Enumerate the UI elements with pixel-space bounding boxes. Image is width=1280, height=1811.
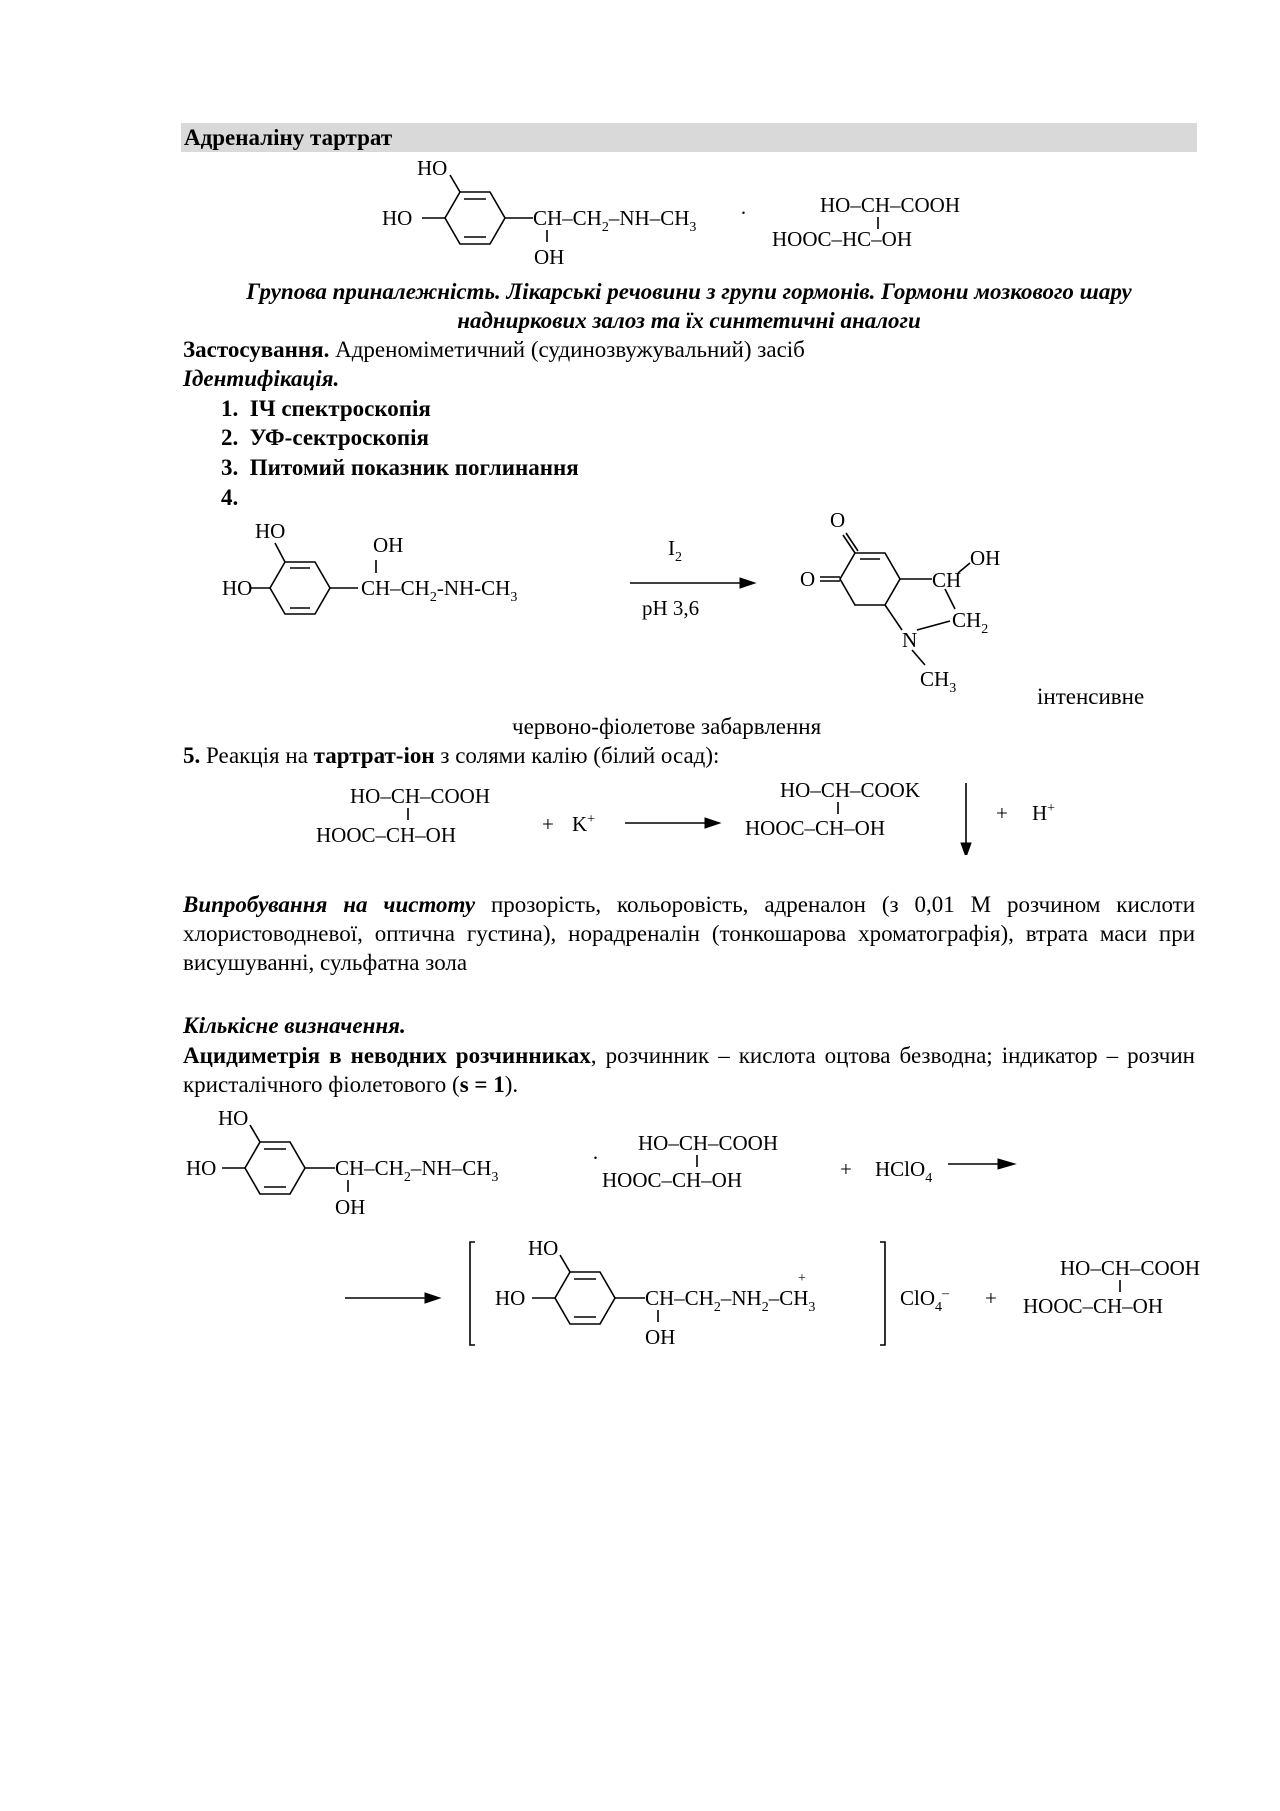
dot-label: · [740, 201, 747, 225]
quant-method: Ацидиметрія в неводних розчинниках [183, 1043, 591, 1068]
tartaric-top: HO–CH–COOH [820, 193, 961, 217]
ho-label: HO [528, 1236, 559, 1260]
tartaric-bottom: HOOC–CH–OH [316, 823, 457, 847]
ho-label: HO [417, 156, 448, 180]
ho-label: HO [255, 519, 286, 543]
list-item: 3. Питомий показник поглинання [221, 455, 579, 480]
group-heading-line2: надниркових залоз та їх синтетичні аналоги [457, 308, 921, 333]
oh-label: OH [373, 533, 404, 557]
titration-reaction-reactants [180, 1100, 1060, 1225]
reagent-label: $I_2$ [668, 536, 682, 565]
reaction-4-scheme [210, 505, 1210, 705]
proton: H+ [1032, 801, 1056, 825]
plus-sign: + [840, 1157, 852, 1181]
chain-label: $CH-CH_2-NH-CH_3$ [533, 206, 697, 235]
identification-label: Ідентифікація. [183, 366, 340, 391]
perchloric-acid: HClO$_4$ [875, 1157, 933, 1186]
title-bar [181, 123, 1197, 152]
oh-label: OH [335, 1195, 366, 1219]
group-heading-line1: Групова приналежність. Лікарські речовини з групи гормонів. Гормони мозкового шару [246, 279, 1132, 304]
tartaric-bottom: HOOC–HC–OH [772, 227, 913, 251]
ho-label: HO [186, 1156, 217, 1180]
dot-label: · [592, 1146, 599, 1170]
condition-label: pH 3,6 [642, 596, 700, 620]
ho-label: HO [218, 1106, 249, 1130]
reaction-5-scheme [310, 775, 1070, 855]
positive-charge: + [798, 1271, 806, 1286]
adrenaline-tartrate-structure [370, 150, 1010, 275]
potassium-ion: K+ [572, 812, 596, 836]
tartaric-bottom: HOOC–CH–OH [602, 1168, 743, 1192]
ho-label: HO [222, 576, 253, 600]
list-item: 1. ІЧ спектроскопія [221, 396, 431, 421]
purity-text: прозорість, кольоровість, адреналон (з 0,01 М розчином кислоти хлористоводневої, оптична густина), норадреналін (тонкошарова хроматографія), втрата маси при висушуванні, сульфатна зола [183, 892, 1196, 975]
nitrogen-label: N [902, 628, 918, 652]
tartaric-top: HO–CH–COOH [1060, 1256, 1201, 1280]
benzene-ring [445, 192, 505, 244]
ch3-label: $CH_3$ [920, 667, 957, 696]
page-title: Адреналіну тартрат [184, 125, 393, 150]
plus-sign: + [542, 812, 554, 836]
result-line: червоно-фіолетове забарвлення [512, 714, 822, 739]
oh-label: OH [970, 546, 1001, 570]
list-item: 2. УФ-сектроскопія [221, 425, 429, 450]
plus-sign: + [985, 1286, 997, 1310]
perchlorate-ion: ClO$_4$– [900, 1286, 950, 1315]
quant-label: Кількісне визначення. [183, 1013, 406, 1038]
result-word: інтенсивне [1037, 684, 1145, 709]
tartaric-top: HO–CH–COOH [350, 784, 491, 808]
ho-label: HO [495, 1286, 526, 1310]
application-label: Застосування. [183, 337, 330, 362]
tartaric-top: HO–CH–COOH [638, 1131, 779, 1155]
oh-label: OH [534, 245, 565, 269]
oxygen-label: O [830, 508, 846, 532]
chain-label: $CH-CH_2-NH_2-CH_3$ [645, 1286, 816, 1315]
s-value: s = 1 [459, 1072, 505, 1097]
tartaric-bottom: HOOC–CH–OH [745, 816, 886, 840]
chain-label: $CH-CH_2-NH-CH_3$ [361, 576, 518, 605]
potassium-tartrate-top: HO–CH–COOK [780, 778, 921, 802]
oh-label: OH [645, 1325, 676, 1349]
chain-label: $CH-CH_2-NH-CH_3$ [335, 1156, 499, 1185]
ch2-label: $CH_2$ [952, 608, 989, 637]
application-line [183, 335, 805, 364]
purity-label: Випробування на чистоту [183, 892, 476, 917]
oxygen-label: O [800, 567, 816, 591]
tartaric-bottom: HOOC–CH–OH [1023, 1294, 1164, 1318]
titration-reaction-products [340, 1230, 1220, 1360]
list-item: 4. [221, 485, 239, 510]
item5-line: 5. Реакція на тартрат-іон з солями калію (білий осад): [183, 743, 720, 768]
plus-sign: + [996, 801, 1008, 825]
application-text: Адреноміметичний (судинозвужувальний) засіб [335, 337, 805, 362]
quant-paragraph: Ацидиметрія в неводних розчинниках, розчинник – кислота оцтова безводна; індикатор – розчин кристалічного фіолетового (s = 1). [183, 1043, 1195, 1097]
ch-label: CH [932, 568, 962, 592]
ho-label: HO [382, 206, 413, 230]
purity-paragraph [183, 890, 1195, 977]
